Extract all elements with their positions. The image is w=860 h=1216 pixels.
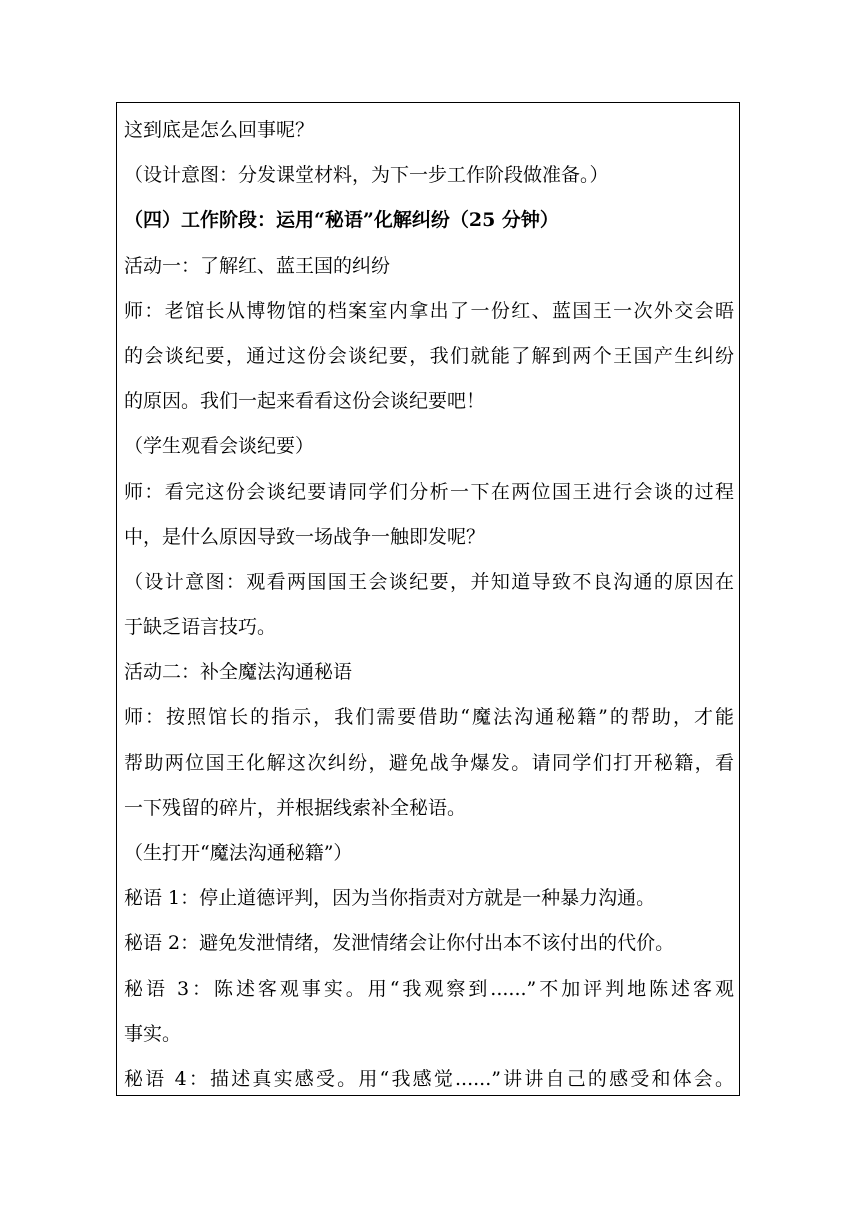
text-line: 于缺乏语言技巧。 [124, 616, 277, 639]
text-line: 一下残留的碎片，并根据线索补全秘语。 [124, 796, 467, 819]
text-line: 师：看完这份会谈纪要请同学们分析一下在两位国王进行会谈的过程 [124, 480, 734, 503]
text-line: 秘语 4：描述真实感受。用“我感觉......”讲讲自己的感受和体会。 [124, 1067, 734, 1090]
text-line: 师：老馆长从博物馆的档案室内拿出了一份红、蓝国王一次外交会晤 [124, 299, 734, 322]
text-line: 的原因。我们一起来看看这份会谈纪要吧！ [124, 390, 486, 413]
text-line: （四）工作阶段：运用“秘语”化解纠纷（25 分钟） [124, 209, 559, 232]
text-line: 帮助两位国王化解这次纠纷，避免战争爆发。请同学们打开秘籍，看 [124, 751, 734, 774]
text-line: 秘语 3：陈述客观事实。用“我观察到......”不加评判地陈述客观 [124, 977, 734, 1000]
text-line: （学生观看会谈纪要） [124, 435, 315, 458]
text-line: 活动一：了解红、蓝王国的纠纷 [124, 254, 391, 277]
text-line: （生打开“魔法沟通秘籍”） [124, 842, 353, 864]
text-line: 活动二：补全魔法沟通秘语 [124, 661, 353, 684]
text-line: 的会谈纪要，通过这份会谈纪要，我们就能了解到两个王国产生纠纷 [124, 344, 734, 367]
text-line: 这到底是怎么回事呢？ [124, 119, 315, 141]
text-line: 秘语 2：避免发泄情绪，发泄情绪会让你付出本不该付出的代价。 [124, 932, 675, 955]
text-line: 中，是什么原因导致一场战争一触即发呢？ [124, 525, 486, 548]
text-line: 秘语 1：停止道德评判，因为当你指责对方就是一种暴力沟通。 [124, 887, 656, 910]
text-line: 师：按照馆长的指示，我们需要借助“魔法沟通秘籍”的帮助，才能 [124, 706, 734, 729]
text-line: （设计意图：分发课堂材料，为下一步工作阶段做准备。） [124, 164, 609, 187]
document-body [124, 108, 734, 1102]
text-line: 事实。 [124, 1022, 182, 1045]
text-line: （设计意图：观看两国国王会谈纪要，并知道导致不良沟通的原因在 [124, 570, 734, 593]
